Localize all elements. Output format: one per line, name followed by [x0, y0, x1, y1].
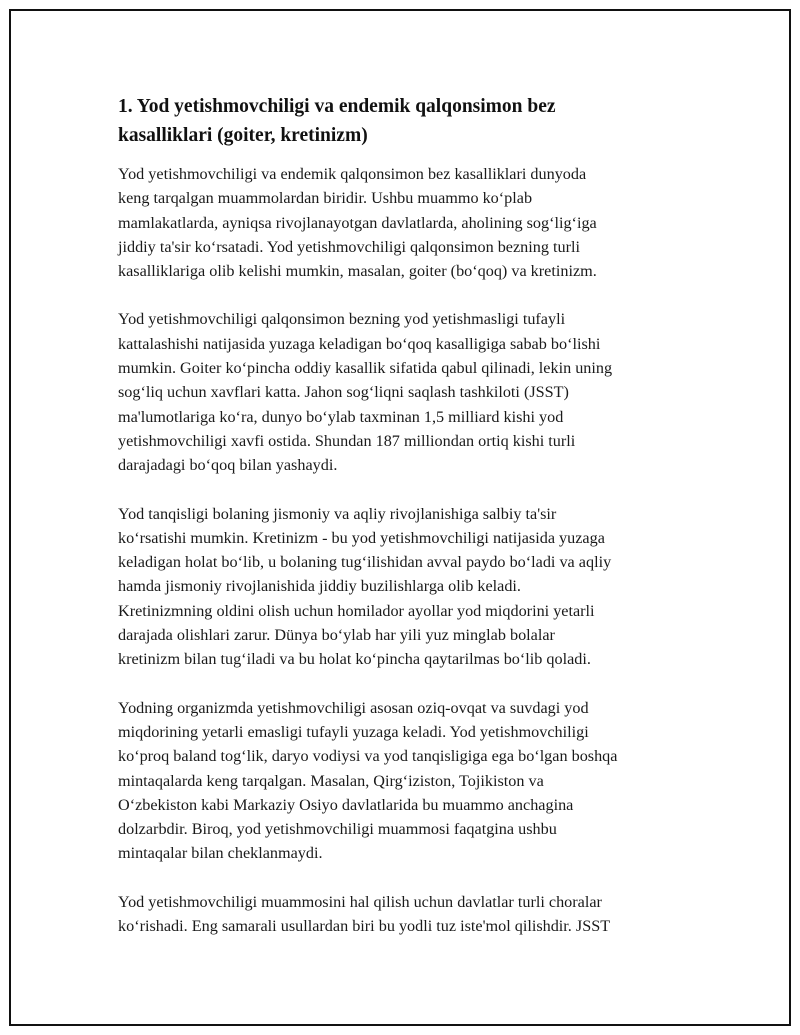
text-line: dolzarbdir. Biroq, yod yetishmovchiligi muammosi faqatgina ushbu: [118, 820, 557, 839]
text-line: keladigan holat bo‘lib, u bolaning tug‘ilishidan avval paydo bo‘ladi va aqliy: [118, 553, 612, 572]
heading-line: 1. Yod yetishmovchiligi va endemik qalqonsimon bez: [118, 96, 556, 117]
text-line: mamlakatlarda, ayniqsa rivojlanayotgan davlatlarda, aholining sog‘lig‘iga: [118, 213, 597, 232]
text-line: Kretinizmning oldini olish uchun homilador ayollar yod miqdorini yetarli: [118, 601, 595, 620]
text-line: kasalliklariga olib kelishi mumkin, masalan, goiter (bo‘qoq) va kretinizm.: [118, 262, 597, 281]
text-line: ko‘proq baland tog‘lik, daryo vodiysi va yod tanqisligiga ega bo‘lgan boshqa: [118, 747, 618, 766]
text-line: mumkin. Goiter ko‘pincha oddiy kasallik sifatida qabul qilinadi, lekin uning: [118, 359, 613, 378]
text-line: darajada olishlari zarur. Dünya bo‘ylab har yili yuz minglab bolalar: [118, 626, 555, 645]
text-line: miqdorining yetarli emasligi tufayli yuzaga keladi. Yod yetishmovchiligi: [118, 722, 589, 741]
paragraph: [118, 890, 698, 939]
document-body: [118, 92, 698, 938]
section-heading: [118, 92, 698, 150]
paragraph: [118, 502, 698, 672]
text-line: Yod tanqisligi bolaning jismoniy va aqliy rivojlanishiga salbiy ta'sir: [118, 504, 557, 523]
paragraph: [118, 162, 698, 283]
text-line: darajadagi bo‘qoq bilan yashaydi.: [118, 456, 338, 475]
text-line: ma'lumotlariga ko‘ra, dunyo bo‘ylab taxminan 1,5 milliard kishi yod: [118, 407, 564, 426]
text-line: mintaqalarda keng tarqalgan. Masalan, Qirg‘iziston, Tojikiston va: [118, 771, 544, 790]
text-line: sog‘liq uchun xavflari katta. Jahon sog‘liqni saqlash tashkiloti (JSST): [118, 383, 569, 402]
text-line: kretinizm bilan tug‘iladi va bu holat ko‘pincha qaytarilmas bo‘lib qoladi.: [118, 650, 591, 669]
text-line: yetishmovchiligi xavfi ostida. Shundan 187 milliondan ortiq kishi turli: [118, 431, 576, 450]
text-line: mintaqalar bilan cheklanmaydi.: [118, 844, 323, 863]
text-line: kattalashishi natijasida yuzaga keladigan bo‘qoq kasalligiga sabab bo‘lishi: [118, 334, 601, 353]
paragraph: [118, 696, 698, 866]
text-line: Yod yetishmovchiligi muammosini hal qilish uchun davlatlar turli choralar: [118, 892, 602, 911]
text-line: Yodning organizmda yetishmovchiligi asosan oziq-ovqat va suvdagi yod: [118, 698, 589, 717]
text-line: Yod yetishmovchiligi qalqonsimon bezning yod yetishmasligi tufayli: [118, 310, 566, 329]
heading-line: kasalliklari (goiter, kretinizm): [118, 125, 368, 146]
text-line: ko‘rishadi. Eng samarali usullardan biri bu yodli tuz iste'mol qilishdir. JSST: [118, 917, 611, 936]
text-line: jiddiy ta'sir ko‘rsatadi. Yod yetishmovchiligi qalqonsimon bezning turli: [118, 237, 580, 256]
text-line: keng tarqalgan muammolardan biridir. Ushbu muammo ko‘plab: [118, 189, 533, 208]
text-line: O‘zbekiston kabi Markaziy Osiyo davlatlarida bu muammo anchagina: [118, 795, 574, 814]
text-line: hamda jismoniy rivojlanishida jiddiy buzilishlarga olib keladi.: [118, 577, 521, 596]
paragraph: [118, 307, 698, 477]
text-line: Yod yetishmovchiligi va endemik qalqonsimon bez kasalliklari dunyoda: [118, 165, 587, 183]
paragraph-list: [118, 162, 698, 938]
text-line: ko‘rsatishi mumkin. Kretinizm - bu yod yetishmovchiligi natijasida yuzaga: [118, 528, 605, 547]
